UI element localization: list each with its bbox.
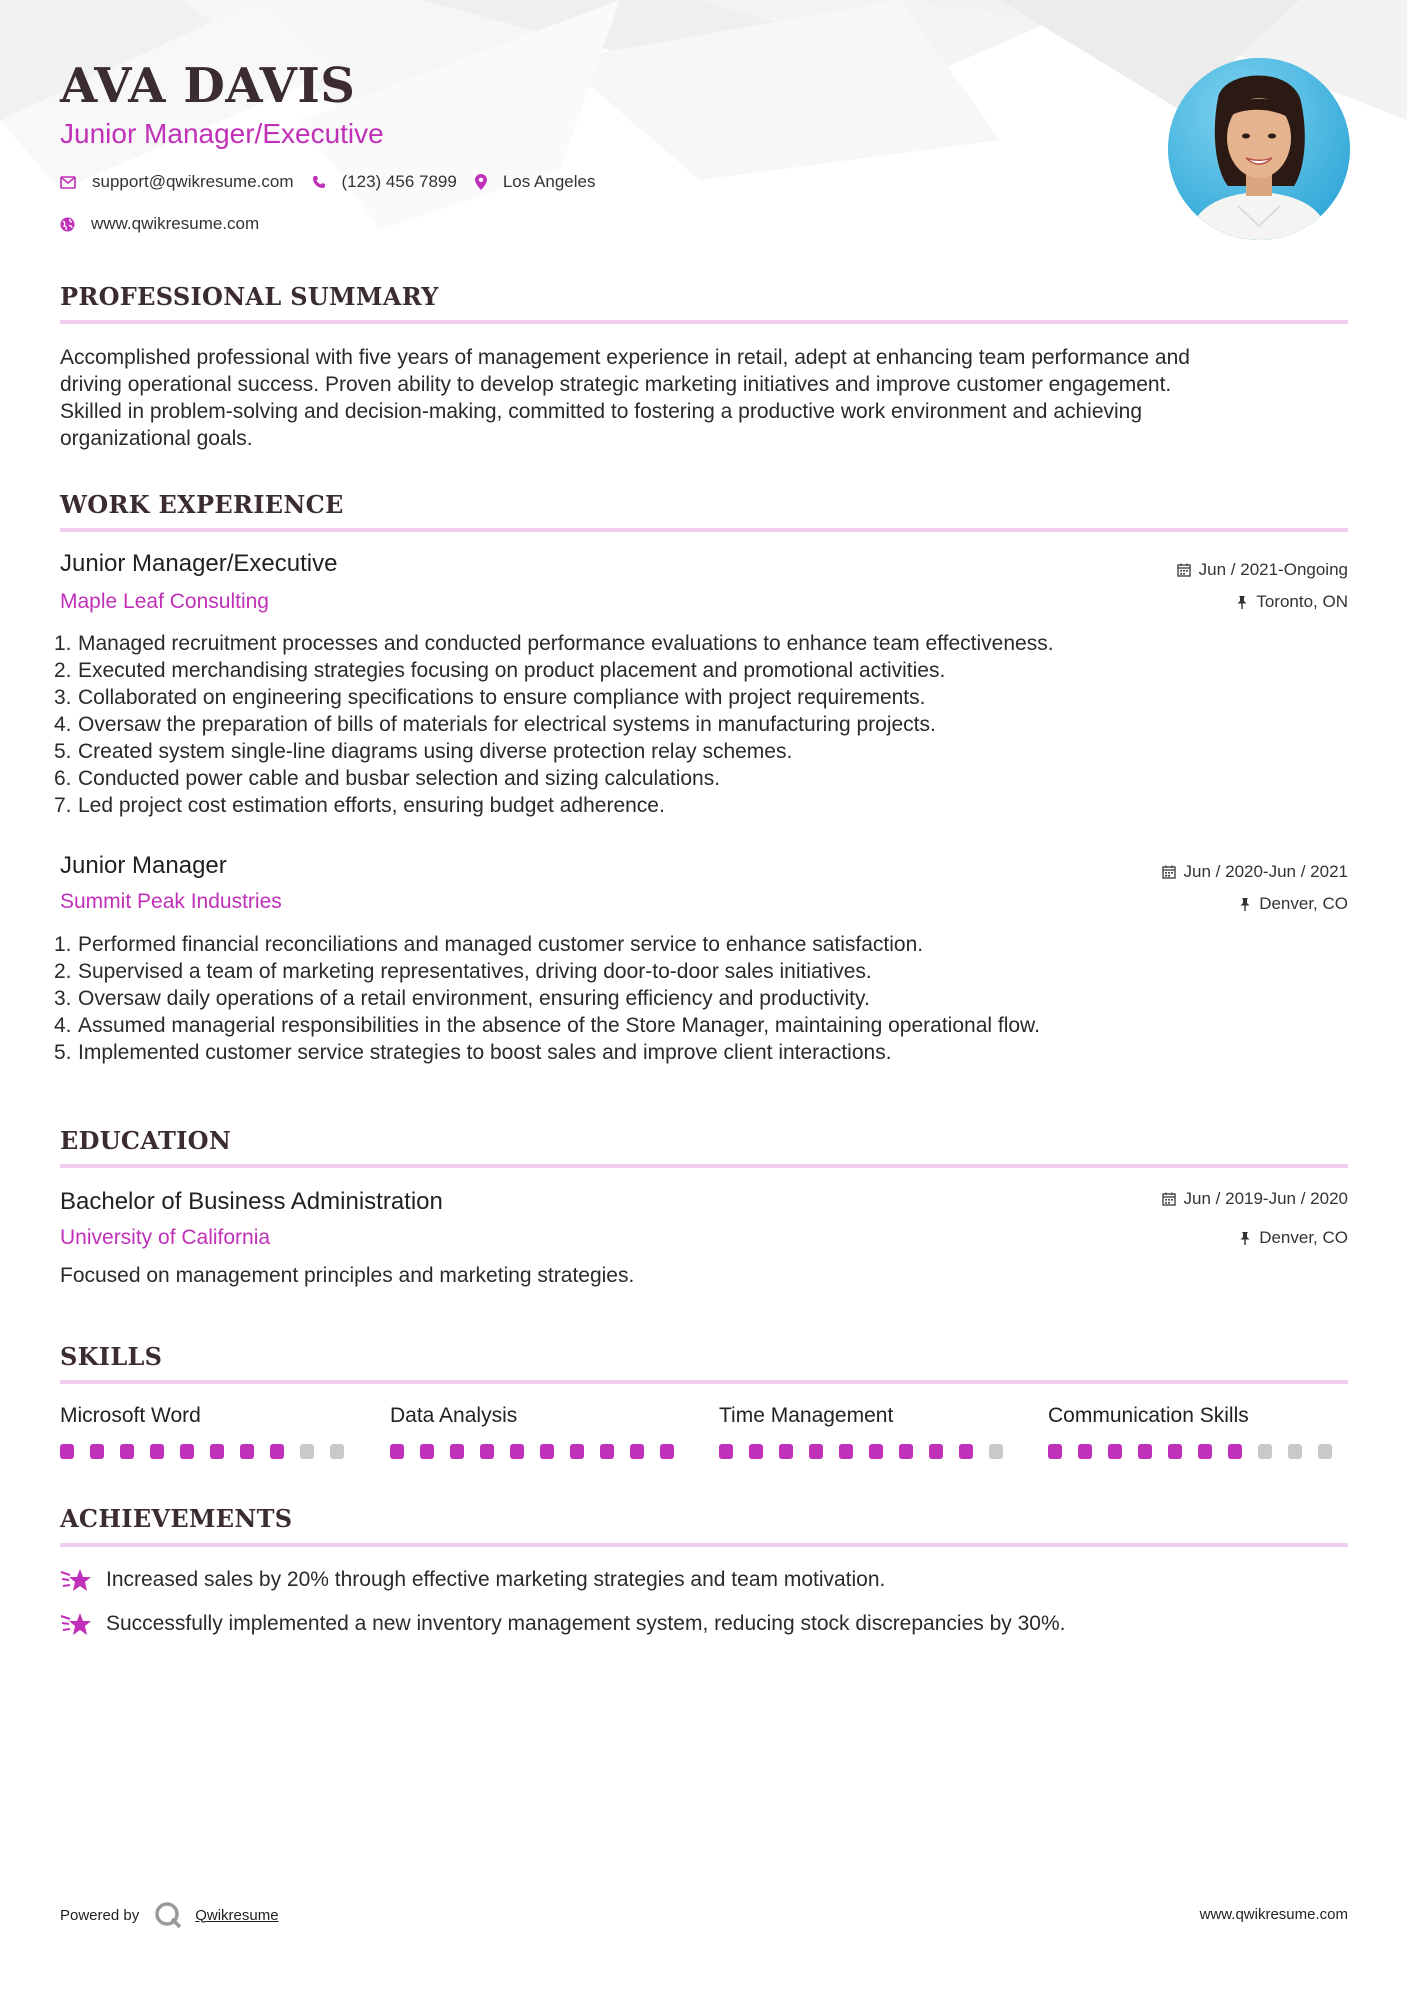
contact-row-website [60, 214, 277, 234]
rating-dot-filled [510, 1444, 524, 1459]
list-text: Conducted power cable and busbar selection and sizing calculations. [78, 767, 721, 790]
rating-dot-filled [1198, 1444, 1212, 1459]
list-number: 3. [54, 686, 72, 709]
list-number: 1. [54, 632, 72, 655]
rating-dot-filled [779, 1444, 793, 1459]
list-item [54, 738, 1344, 765]
section-divider [60, 1380, 1348, 1384]
list-text: Oversaw daily operations of a retail environment, ensuring efficiency and productivity. [78, 987, 870, 1010]
list-text: Assumed managerial responsibilities in the absence of the Store Manager, maintaining operational flow. [78, 1014, 1040, 1037]
job-title: Junior Manager [60, 852, 227, 879]
list-text: Collaborated on engineering specifications to ensure compliance with project requirements. [78, 686, 926, 709]
calendar-icon [1162, 865, 1176, 879]
qwikresume-logo-icon [153, 1900, 183, 1930]
calendar-icon [1177, 563, 1191, 577]
rating-dot-filled [1138, 1444, 1152, 1459]
rating-dot-filled [270, 1444, 284, 1459]
education-description: Focused on management principles and marketing strategies. [60, 1264, 635, 1287]
skill-rating [390, 1444, 690, 1459]
list-number: 4. [54, 713, 72, 736]
list-number: 6. [54, 767, 72, 790]
rating-dot-filled [90, 1444, 104, 1459]
school-name: University of California [60, 1226, 271, 1249]
skill-item [60, 1404, 360, 1459]
rating-dot-filled [839, 1444, 853, 1459]
footer-powered-by [60, 1900, 279, 1930]
rating-dot-filled [719, 1444, 733, 1459]
experience-heading: WORK EXPERIENCE [60, 490, 344, 519]
contact-email[interactable] [60, 172, 294, 192]
achievement-item [60, 1566, 885, 1594]
list-item [54, 711, 1344, 738]
rating-dot-filled [1108, 1444, 1122, 1459]
job-location [1236, 592, 1348, 612]
skill-label: Time Management [719, 1404, 894, 1427]
rating-dot-filled [869, 1444, 883, 1459]
list-text: Executed merchandising strategies focusing on product placement and promotional activities. [78, 659, 946, 682]
rating-dot-filled [1048, 1444, 1062, 1459]
skill-rating [1048, 1444, 1348, 1459]
location-text: Toronto, ON [1256, 592, 1348, 611]
list-item [54, 657, 1344, 684]
skills-heading: SKILLS [60, 1342, 163, 1371]
envelope-icon [60, 176, 76, 189]
pushpin-icon [1236, 595, 1248, 609]
education-location [1239, 1228, 1348, 1248]
shooting-star-icon [60, 1610, 92, 1638]
rating-dot-filled [120, 1444, 134, 1459]
job-bullets [54, 630, 1344, 819]
job-dates [1177, 560, 1348, 580]
achievement-item [60, 1610, 1065, 1638]
list-number: 2. [54, 960, 72, 983]
rating-dot-filled [420, 1444, 434, 1459]
skill-label: Data Analysis [390, 1404, 518, 1427]
rating-dot-empty [330, 1444, 344, 1459]
achievement-text: Successfully implemented a new inventory management system, reducing stock discrepancies by 30%. [106, 1612, 1066, 1635]
list-text: Oversaw the preparation of bills of materials for electrical systems in manufacturing projects. [78, 713, 936, 736]
skill-rating [60, 1444, 360, 1459]
rating-dot-filled [450, 1444, 464, 1459]
rating-dot-filled [660, 1444, 674, 1459]
rating-dot-filled [809, 1444, 823, 1459]
dates-text: Jun / 2021-Ongoing [1198, 560, 1348, 579]
education-dates [1162, 1189, 1348, 1209]
achievements-heading: ACHIEVEMENTS [60, 1504, 293, 1533]
phone-icon [312, 175, 326, 189]
rating-dot-filled [899, 1444, 913, 1459]
footer-website[interactable]: www.qwikresume.com [1199, 1906, 1348, 1923]
list-number: 4. [54, 1014, 72, 1037]
email-text: support@qwikresume.com [92, 172, 294, 191]
degree-title: Bachelor of Business Administration [60, 1188, 443, 1215]
section-divider [60, 320, 1348, 324]
list-text: Led project cost estimation efforts, ensuring budget adherence. [78, 794, 665, 817]
skill-item [719, 1404, 1019, 1459]
summary-heading: PROFESSIONAL SUMMARY [60, 282, 439, 311]
rating-dot-filled [749, 1444, 763, 1459]
profile-photo [1168, 58, 1350, 240]
location-text: Denver, CO [1259, 894, 1348, 913]
location-text: Denver, CO [1259, 1228, 1348, 1247]
pushpin-icon [1239, 1231, 1251, 1245]
list-item [54, 684, 1344, 711]
skill-item [1048, 1404, 1348, 1459]
contact-row [60, 172, 613, 192]
rating-dot-filled [600, 1444, 614, 1459]
skill-item [390, 1404, 690, 1459]
list-text: Created system single-line diagrams using diverse protection relay schemes. [78, 740, 793, 763]
rating-dot-filled [480, 1444, 494, 1459]
section-divider [60, 1164, 1348, 1168]
list-item [54, 630, 1344, 657]
phone-text: (123) 456 7899 [341, 172, 457, 191]
list-text: Managed recruitment processes and conducted performance evaluations to enhance team effectiveness. [78, 632, 1054, 655]
section-divider [60, 528, 1348, 532]
rating-dot-empty [300, 1444, 314, 1459]
list-number: 1. [54, 933, 72, 956]
achievement-text: Increased sales by 20% through effective marketing strategies and team motivation. [106, 1568, 886, 1591]
rating-dot-filled [1168, 1444, 1182, 1459]
map-pin-icon [475, 174, 487, 190]
education-heading: EDUCATION [60, 1126, 232, 1155]
summary-line: Accomplished professional with five years of management experience in retail, adept at enhancing team performance and [60, 346, 1190, 369]
rating-dot-filled [390, 1444, 404, 1459]
list-number: 7. [54, 794, 72, 817]
rating-dot-filled [60, 1444, 74, 1459]
website-text: www.qwikresume.com [91, 214, 260, 233]
job-bullets [54, 931, 1344, 1066]
summary-line: driving operational success. Proven ability to develop strategic marketing initiatives and improve customer engagement. [60, 373, 1172, 396]
candidate-name: AVA DAVIS [60, 58, 356, 114]
qwikresume-link[interactable]: Qwikresume [195, 1906, 279, 1924]
globe-icon [60, 217, 75, 232]
list-number: 5. [54, 1041, 72, 1064]
rating-dot-empty [1288, 1444, 1302, 1459]
job-title: Junior Manager/Executive [60, 550, 338, 577]
rating-dot-filled [929, 1444, 943, 1459]
skill-rating [719, 1444, 1019, 1459]
rating-dot-filled [630, 1444, 644, 1459]
rating-dot-filled [1228, 1444, 1242, 1459]
pushpin-icon [1239, 897, 1251, 911]
rating-dot-empty [989, 1444, 1003, 1459]
list-item [54, 1012, 1344, 1039]
calendar-icon [1162, 1192, 1176, 1206]
summary-line: organizational goals. [60, 427, 253, 450]
list-item [54, 985, 1344, 1012]
list-number: 5. [54, 740, 72, 763]
shooting-star-icon [60, 1566, 92, 1594]
contact-website[interactable] [60, 214, 259, 234]
contact-phone[interactable] [312, 172, 457, 192]
rating-dot-filled [540, 1444, 554, 1459]
list-item [54, 958, 1344, 985]
summary-text [60, 344, 1350, 452]
rating-dot-filled [570, 1444, 584, 1459]
rating-dot-filled [180, 1444, 194, 1459]
dates-text: Jun / 2019-Jun / 2020 [1183, 1189, 1348, 1208]
location-text: Los Angeles [502, 172, 596, 191]
company-name: Summit Peak Industries [60, 890, 282, 913]
list-text: Performed financial reconciliations and managed customer service to enhance satisfaction. [78, 933, 924, 956]
job-dates [1162, 862, 1348, 882]
summary-line: Skilled in problem-solving and decision-making, committed to fostering a productive work environment and achieving [60, 400, 1143, 423]
candidate-role: Junior Manager/Executive [60, 118, 384, 149]
list-item [54, 931, 1344, 958]
section-divider [60, 1543, 1348, 1547]
rating-dot-filled [959, 1444, 973, 1459]
list-number: 3. [54, 987, 72, 1010]
contact-location [475, 172, 596, 192]
rating-dot-filled [150, 1444, 164, 1459]
rating-dot-filled [1078, 1444, 1092, 1459]
powered-by-text: Powered by [60, 1906, 140, 1924]
list-item [54, 765, 1344, 792]
skill-label: Microsoft Word [60, 1404, 201, 1427]
rating-dot-empty [1258, 1444, 1272, 1459]
list-text: Supervised a team of marketing representatives, driving door-to-door sales initiatives. [78, 960, 872, 983]
job-location [1239, 894, 1348, 914]
rating-dot-empty [1318, 1444, 1332, 1459]
skill-label: Communication Skills [1048, 1404, 1249, 1427]
list-item [54, 1039, 1344, 1066]
dates-text: Jun / 2020-Jun / 2021 [1183, 862, 1348, 881]
list-text: Implemented customer service strategies to boost sales and improve client interactions. [78, 1041, 892, 1064]
company-name: Maple Leaf Consulting [60, 590, 269, 613]
list-number: 2. [54, 659, 72, 682]
list-item [54, 792, 1344, 819]
rating-dot-filled [210, 1444, 224, 1459]
rating-dot-filled [240, 1444, 254, 1459]
